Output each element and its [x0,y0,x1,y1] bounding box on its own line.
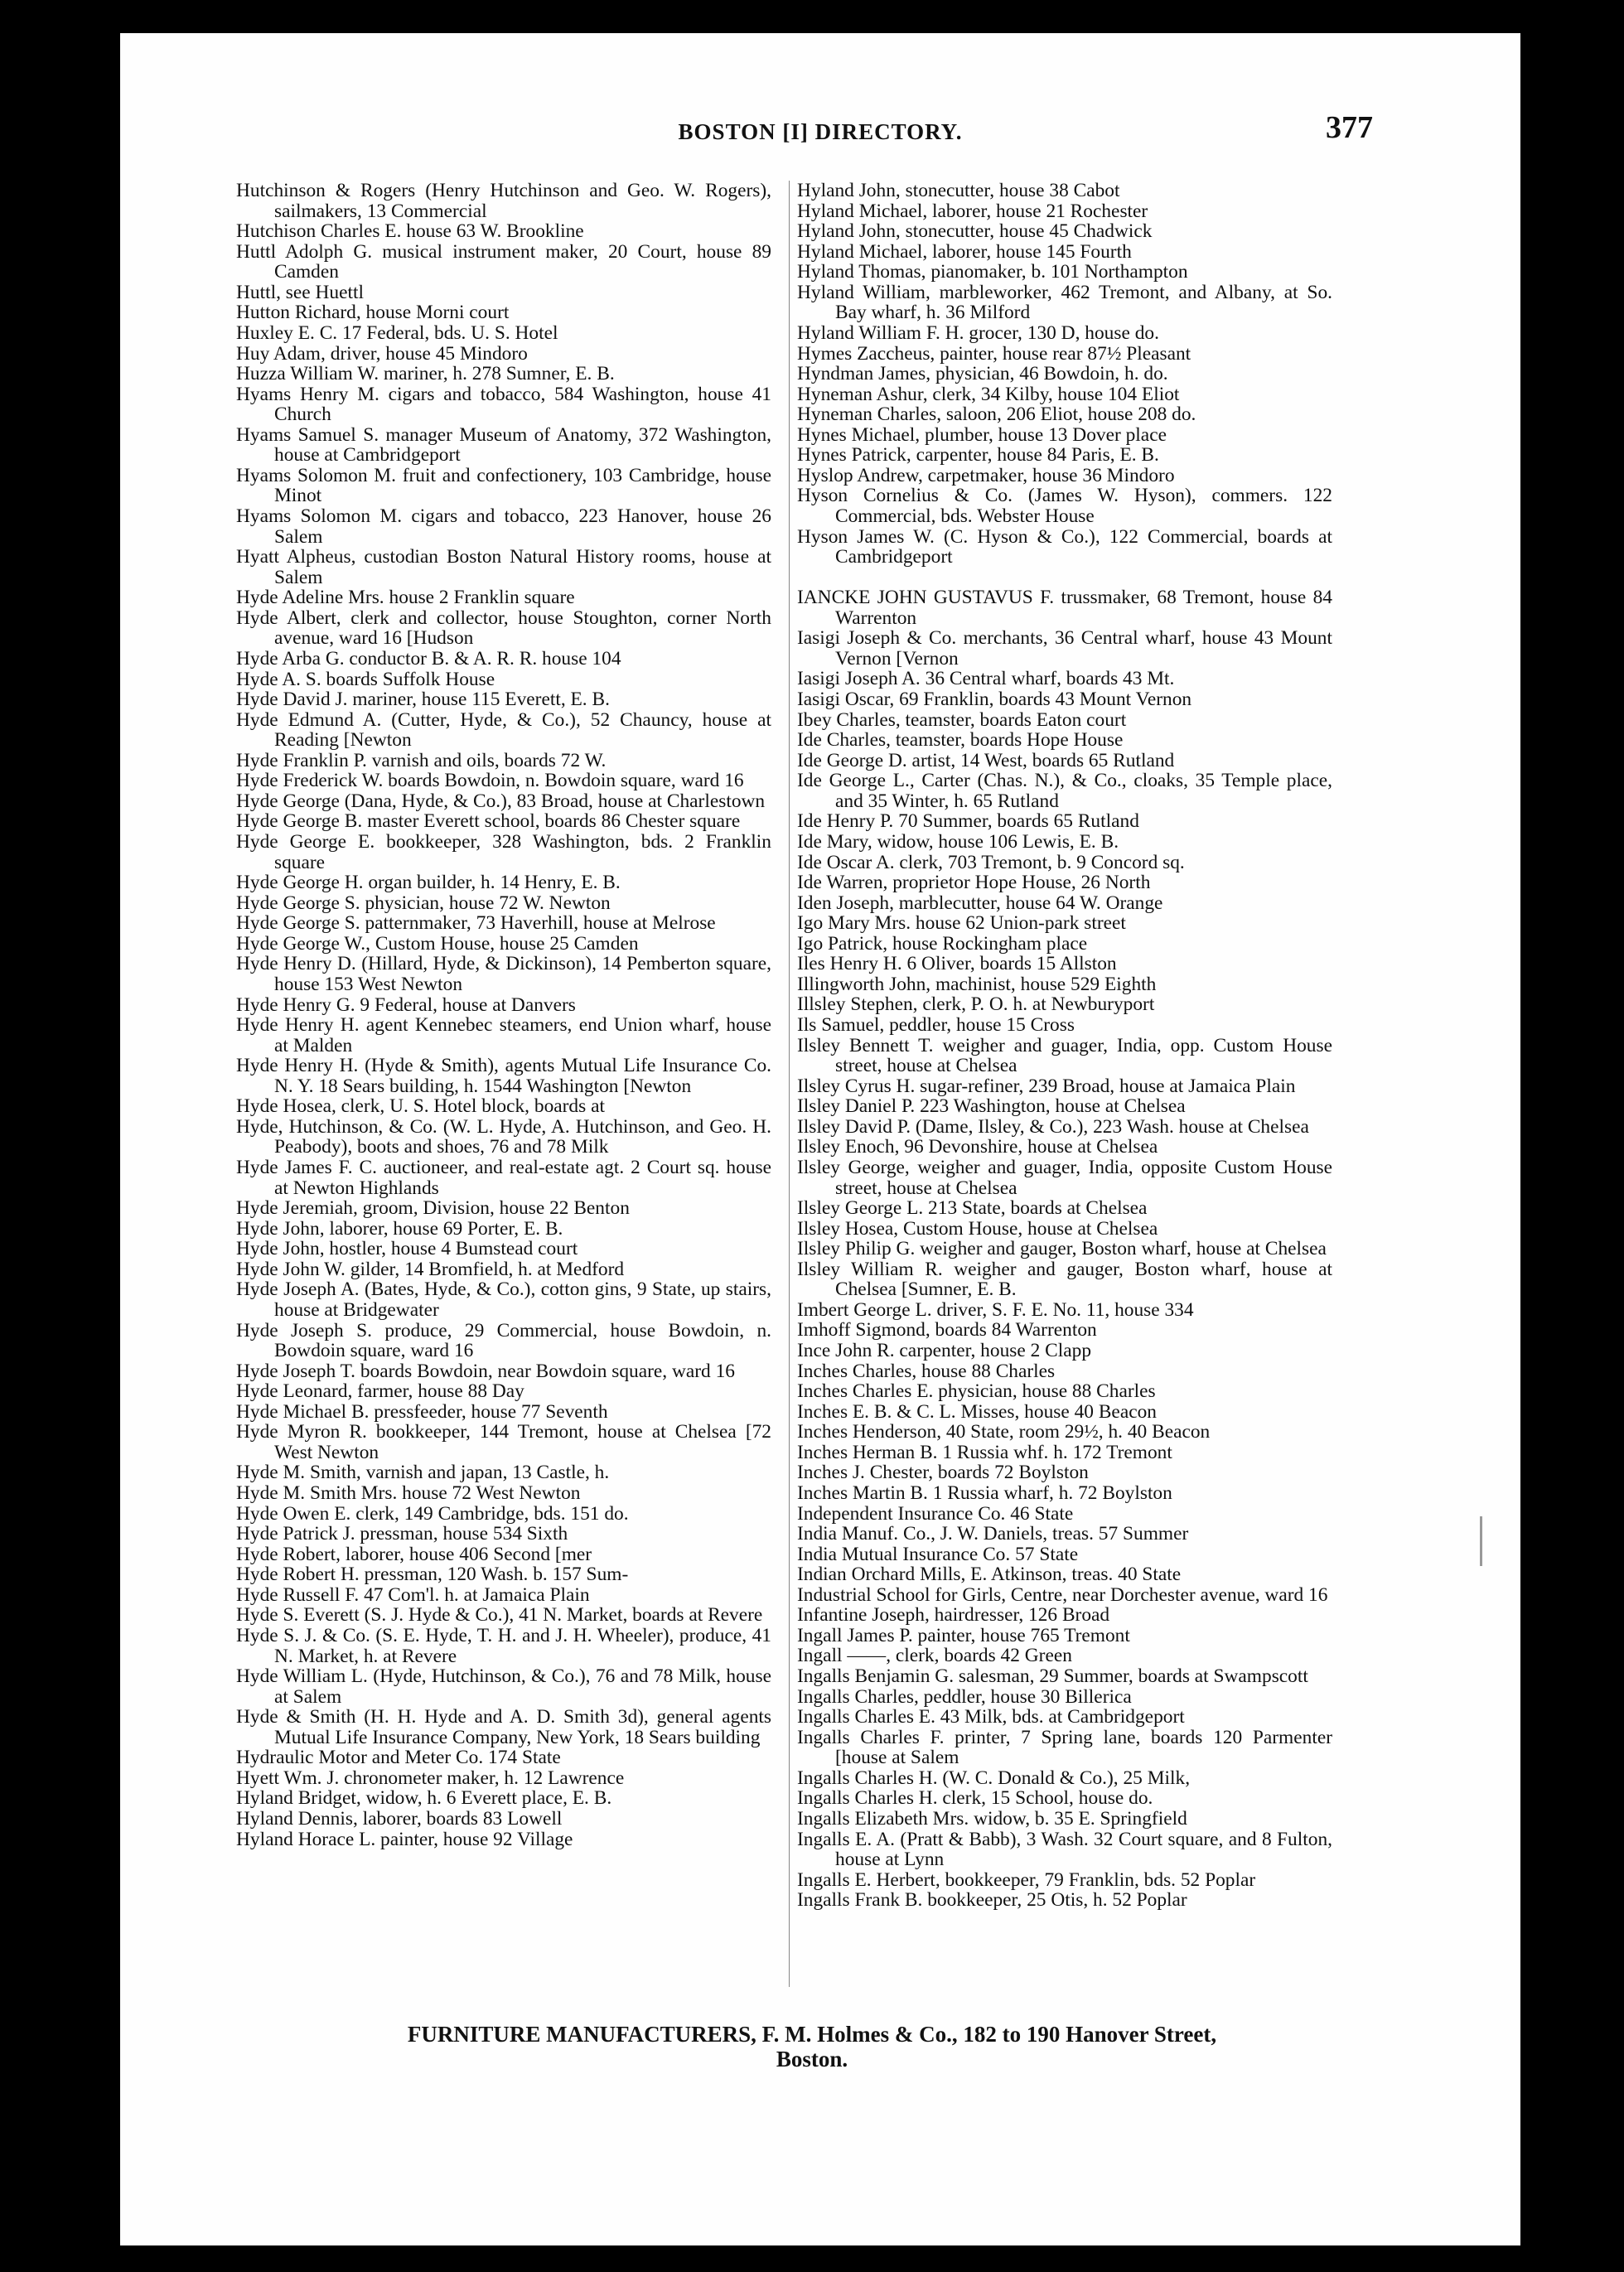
directory-entry: Iden Joseph, marblecutter, house 64 W. Orange [797,892,1163,914]
directory-entry: Hyde M. Smith Mrs. house 72 West Newton [236,1482,581,1504]
directory-entry: Hyde James F. C. auctioneer, and real-estate agt. 2 Court sq. house at Newton Highlands [236,1157,771,1199]
directory-entry: Hyde George E. bookkeeper, 328 Washington, bds. 2 Franklin square [236,831,771,873]
directory-entry: Hutchinson & Rogers (Henry Hutchinson and Geo. W. Rogers), sailmakers, 13 Commercial [236,180,771,222]
directory-entry: Ilsley Cyrus H. sugar-refiner, 239 Broad, house at Jamaica Plain [797,1075,1296,1097]
directory-entry: Ilsley Philip G. weigher and gauger, Boston wharf, house at Chelsea [797,1238,1327,1260]
directory-entry: Hyde George W., Custom House, house 25 Camden [236,932,639,955]
directory-entry: Hyland Michael, laborer, house 21 Rochester [797,200,1148,222]
directory-entry: Illsley Stephen, clerk, P. O. h. at Newburyport [797,993,1155,1016]
directory-entry: Hyett Wm. J. chronometer maker, h. 12 Lawrence [236,1767,625,1789]
directory-entry: Hyams Samuel S. manager Museum of Anatomy, 372 Washington, house at Cambridgeport [236,423,771,466]
directory-entry: Ide Warren, proprietor Hope House, 26 North [797,872,1151,894]
directory-entry: Hyde Russell F. 47 Com'l. h. at Jamaica Plain [236,1583,590,1606]
directory-entry: Hyde John W. gilder, 14 Bromfield, h. at Medford [236,1258,625,1280]
directory-entry: Hyland John, stonecutter, house 45 Chadwick [797,220,1153,243]
directory-entry: Hyland William, marbleworker, 462 Tremont, and Albany, at So. Bay wharf, h. 36 Milford [797,281,1332,324]
directory-entry: Ils Samuel, peddler, house 15 Cross [797,1014,1075,1037]
directory-entry: Hyde Arba G. conductor B. & A. R. R. house 104 [236,647,621,670]
directory-entry: Ingalls E. Herbert, bookkeeper, 79 Franklin, bds. 52 Poplar [797,1868,1256,1891]
directory-entry: Hyslop Andrew, carpetmaker, house 36 Mindoro [797,464,1175,486]
directory-entry: Hyde Albert, clerk and collector, house Stoughton, corner North avenue, ward 16 [Hudson [236,607,771,650]
directory-entry: Hyland Thomas, pianomaker, b. 101 Northampton [797,261,1188,283]
directory-entry: Hyde Owen E. clerk, 149 Cambridge, bds. 151 do. [236,1502,629,1525]
directory-entry: Hyde Michael B. pressfeeder, house 77 Seventh [236,1400,608,1423]
edge-mark [1480,1516,1482,1566]
directory-entry: Hyland Michael, laborer, house 145 Fourth [797,240,1132,263]
footer-line-1: FURNITURE MANUFACTURERS, F. M. Holmes & Co., 182 to 190 Hanover Street, [407,2022,1217,2047]
directory-entry: Hyde George B. master Everett school, boards 86 Chester square [236,810,741,833]
directory-entry: Hyneman Ashur, clerk, 34 Kilby, house 104 Eliot [797,383,1180,405]
directory-entry: Indian Orchard Mills, E. Atkinson, treas. 40 State [797,1564,1182,1586]
directory-entry: Hyde George S. physician, house 72 W. Newton [236,892,611,914]
directory-entry: Hyde Robert, laborer, house 406 Second [mer [236,1543,592,1565]
directory-entry: Inches Henderson, 40 State, room 29½, h. 40 Beacon [797,1421,1211,1443]
directory-entry: Hyde George (Dana, Hyde, & Co.), 83 Broad, house at Charlestown [236,790,766,812]
directory-entry: Iles Henry H. 6 Oliver, boards 15 Allston [797,953,1117,975]
directory-entry: Hymes Zaccheus, painter, house rear 87½ Pleasant [797,342,1191,365]
directory-entry: Hydraulic Motor and Meter Co. 174 State [236,1747,561,1769]
page-title: BOSTON [I] DIRECTORY. [678,119,963,144]
directory-entry: Hynes Patrick, carpenter, house 84 Paris, E. B. [797,444,1159,466]
directory-entry: Hyde Patrick J. pressman, house 534 Sixth [236,1523,568,1545]
directory-entry: Hyland Bridget, widow, h. 6 Everett place, E. B. [236,1787,612,1810]
directory-entry: Ingalls Charles, peddler, house 30 Billerica [797,1685,1132,1708]
footer-advertisement [236,2022,1388,2071]
directory-entry: Hyde A. S. boards Suffolk House [236,668,495,690]
directory-entry: Infantine Joseph, hairdresser, 126 Broad [797,1604,1110,1627]
directory-entry: Ilsley Hosea, Custom House, house at Chelsea [797,1217,1158,1240]
directory-entry: Hyde Myron R. bookkeeper, 144 Tremont, house at Chelsea [72 West Newton [236,1421,771,1463]
directory-entry: Ilsley Daniel P. 223 Washington, house at Chelsea [797,1095,1186,1118]
directory-entry: Ide Mary, widow, house 106 Lewis, E. B. [797,830,1119,853]
directory-entry: Ingalls Frank B. bookkeeper, 25 Otis, h. 52 Poplar [797,1889,1187,1912]
directory-entry: Hyde Joseph T. boards Bowdoin, near Bowdoin square, ward 16 [236,1360,735,1382]
directory-entry: Hyams Solomon M. fruit and confectionery, 103 Cambridge, house Minot [236,464,771,507]
directory-entry: Hyland Dennis, laborer, boards 83 Lowell [236,1808,563,1830]
directory-entry: Hyndman James, physician, 46 Bowdoin, h. do. [797,363,1168,385]
column-divider [789,181,790,1987]
directory-entry: Iasigi Joseph & Co. merchants, 36 Central wharf, house 43 Mount Vernon [Vernon [797,627,1332,670]
directory-entry: Huttl, see Huettl [236,281,364,303]
directory-entry: Huy Adam, driver, house 45 Mindoro [236,342,528,365]
directory-entry: Hyde Jeremiah, groom, Division, house 22 Benton [236,1197,630,1220]
directory-entry: Hyde Adeline Mrs. house 2 Franklin square [236,587,575,609]
directory-entry: Hyde William L. (Hyde, Hutchinson, & Co.), 76 and 78 Milk, house at Salem [236,1665,771,1708]
directory-entry: Hutton Richard, house Morni court [236,302,510,324]
directory-entry: Hyde Henry H. (Hyde & Smith), agents Mutual Life Insurance Co. N. Y. 18 Sears building, h. 1544 Washington [Newton [236,1055,771,1097]
directory-entry: Ingall ——, clerk, boards 42 Green [797,1645,1072,1667]
directory-entry: Hyatt Alpheus, custodian Boston Natural History rooms, house at Salem [236,546,771,588]
directory-entry: Ingalls Charles H. (W. C. Donald & Co.), 25 Milk, [797,1767,1191,1789]
directory-entry: Iasigi Joseph A. 36 Central wharf, boards 43 Mt. [797,668,1175,690]
directory-entry: Inches E. B. & C. L. Misses, house 40 Beacon [797,1400,1157,1423]
directory-entry: Hyde S. Everett (S. J. Hyde & Co.), 41 N. Market, boards at Revere [236,1604,763,1627]
directory-entry: Ide Oscar A. clerk, 703 Tremont, b. 9 Concord sq. [797,851,1185,873]
directory-entry: Huzza William W. mariner, h. 278 Sumner, E. B. [236,363,615,385]
directory-entry: Inches Charles, house 88 Charles [797,1360,1056,1382]
directory-entry: Inches J. Chester, boards 72 Boylston [797,1462,1089,1484]
directory-entry: Hyams Henry M. cigars and tobacco, 584 Washington, house 41 Church [236,383,771,426]
directory-entry: Hyde Henry D. (Hillard, Hyde, & Dickinson), 14 Pemberton square, house 153 West Newton [236,953,771,995]
directory-entry: Hyde S. J. & Co. (S. E. Hyde, T. H. and J. H. Wheeler), produce, 41 N. Market, h. at Revere [236,1624,771,1667]
directory-entry: Hyde Frederick W. boards Bowdoin, n. Bowdoin square, ward 16 [236,770,744,792]
directory-entry: Hyson Cornelius & Co. (James W. Hyson), commers. 122 Commercial, bds. Webster House [797,485,1332,527]
directory-entry: Hynes Michael, plumber, house 13 Dover place [797,423,1167,446]
directory-page [120,33,1520,2245]
directory-entry: Ingalls Charles F. printer, 7 Spring lane, boards 120 Parmenter [house at Salem [797,1726,1332,1769]
directory-entry: Independent Insurance Co. 46 State [797,1502,1074,1525]
directory-entry: Ilsley William R. weigher and gauger, Boston wharf, house at Chelsea [Sumner, E. B. [797,1258,1332,1301]
directory-entry: Ilsley George L. 213 State, boards at Chelsea [797,1197,1148,1220]
directory-entry: Imhoff Sigmond, boards 84 Warrenton [797,1319,1097,1341]
directory-entry: Ingall James P. painter, house 765 Tremont [797,1624,1130,1646]
footer-line-2: Boston. [776,2047,848,2071]
directory-entry: Ingalls E. A. (Pratt & Babb), 3 Wash. 32 Court square, and 8 Fulton, house at Lynn [797,1828,1332,1871]
directory-entry: Ingalls Charles E. 43 Milk, bds. at Cambridgeport [797,1706,1185,1728]
directory-entry: Ide George D. artist, 14 West, boards 65 Rutland [797,749,1175,771]
directory-entry: Ingalls Charles H. clerk, 15 School, house do. [797,1787,1153,1810]
directory-entry: India Manuf. Co., J. W. Daniels, treas. 57 Summer [797,1523,1189,1545]
directory-entry: Ingalls Elizabeth Mrs. widow, b. 35 E. Springfield [797,1807,1187,1830]
directory-entry: Huxley E. C. 17 Federal, bds. U. S. Hotel [236,321,558,344]
page-header [120,98,1520,147]
directory-entry: Hyams Solomon M. cigars and tobacco, 223 Hanover, house 26 Salem [236,505,771,548]
directory-entry: Hyde John, laborer, house 69 Porter, E. B. [236,1217,563,1240]
directory-entry: Hyde Edmund A. (Cutter, Hyde, & Co.), 52 Chauncy, house at Reading [Newton [236,708,771,752]
directory-entry: Hutchison Charles E. house 63 W. Brookline [236,220,584,243]
directory-entry: Iasigi Oscar, 69 Franklin, boards 43 Mount Vernon [797,689,1192,711]
directory-entry: Hyde George S. patternmaker, 73 Haverhill, house at Melrose [236,912,716,935]
directory-entry: Hyde Henry H. agent Kennebec steamers, end Union wharf, house at Malden [236,1014,771,1056]
directory-entry: Ilsley Enoch, 96 Devonshire, house at Chelsea [797,1136,1158,1158]
left-column [236,181,771,1849]
directory-entry: Hyneman Charles, saloon, 206 Eliot, house 208 do. [797,404,1196,426]
directory-entry: Imbert George L. driver, S. F. E. No. 11, house 334 [797,1298,1194,1321]
directory-entry: Hyde Hosea, clerk, U. S. Hotel block, boards at [236,1095,605,1118]
directory-entry: Inches Martin B. 1 Russia wharf, h. 72 Boylston [797,1482,1172,1504]
directory-entry: Hyde Joseph A. (Bates, Hyde, & Co.), cotton gins, 9 State, up stairs, house at Bridgewater [236,1279,771,1321]
directory-entry: Illingworth John, machinist, house 529 Eighth [797,973,1157,995]
directory-entry: Hyde John, hostler, house 4 Bumstead court [236,1238,578,1260]
directory-entry: Igo Mary Mrs. house 62 Union-park street [797,912,1126,935]
directory-entry: Hyde Robert H. pressman, 120 Wash. b. 157 Sum- [236,1564,629,1586]
directory-entry: Hyson James W. (C. Hyson & Co.), 122 Commercial, boards at Cambridgeport [797,525,1332,568]
directory-entry: IANCKE JOHN GUSTAVUS F. trussmaker, 68 Tremont, house 84 Warrenton [797,587,1332,629]
directory-entry: Industrial School for Girls, Centre, near Dorchester avenue, ward 16 [797,1583,1328,1606]
directory-entry: Ide Charles, teamster, boards Hope House [797,729,1124,752]
page-number: 377 [1326,110,1373,145]
directory-entry: Ilsley Bennett T. weigher and guager, India, opp. Custom House street, house at Chelsea [797,1034,1332,1077]
directory-entry: Ingalls Benjamin G. salesman, 29 Summer, boards at Swampscott [797,1665,1308,1688]
directory-entry: Hyde & Smith (H. H. Hyde and A. D. Smith 3d), general agents Mutual Life Insurance Company, New York, 18 Sears building [236,1706,771,1748]
directory-entry: Ilsley David P. (Dame, Ilsley, & Co.), 223 Wash. house at Chelsea [797,1115,1309,1138]
directory-entry: Hyde, Hutchinson, & Co. (W. L. Hyde, A. Hutchinson, and Geo. H. Peabody), boots and shoes, 76 and 78 Milk [236,1115,771,1158]
directory-entry: Inches Herman B. 1 Russia whf. h. 172 Tremont [797,1441,1172,1463]
directory-entry: Igo Patrick, house Rockingham place [797,932,1088,955]
directory-entry: Ilsley George, weigher and guager, India, opposite Custom House street, house at Chelsea [797,1156,1332,1199]
directory-entry: Hyland Horace L. painter, house 92 Village [236,1828,573,1850]
directory-entry: Ibey Charles, teamster, boards Eaton court [797,708,1127,731]
directory-entry: Hyde Joseph S. produce, 29 Commercial, house Bowdoin, n. Bowdoin square, ward 16 [236,1319,771,1362]
directory-entry: Hyland William F. H. grocer, 130 D, house do. [797,321,1159,344]
directory-entry: Huttl Adolph G. musical instrument maker, 20 Court, house 89 Camden [236,240,771,283]
directory-entry: Inches Charles E. physician, house 88 Charles [797,1380,1156,1403]
directory-entry: Ide Henry P. 70 Summer, boards 65 Rutland [797,810,1139,833]
directory-entry: India Mutual Insurance Co. 57 State [797,1543,1079,1565]
directory-entry: Hyland John, stonecutter, house 38 Cabot [797,180,1120,201]
directory-entry: Hyde Franklin P. varnish and oils, boards 72 W. [236,749,607,771]
right-column [797,181,1332,1911]
directory-entry: Ide George L., Carter (Chas. N.), & Co., cloaks, 35 Temple place, and 35 Winter, h. 65 Rutland [797,770,1332,812]
directory-entry: Hyde M. Smith, varnish and japan, 13 Castle, h. [236,1462,610,1484]
directory-entry: Hyde Leonard, farmer, house 88 Day [236,1380,524,1403]
directory-entry: Hyde Henry G. 9 Federal, house at Danvers [236,993,576,1016]
directory-entry: Hyde David J. mariner, house 115 Everett, E. B. [236,689,610,711]
directory-entry: Hyde George H. organ builder, h. 14 Henry, E. B. [236,872,621,894]
directory-entry: Ince John R. carpenter, house 2 Clapp [797,1340,1092,1362]
